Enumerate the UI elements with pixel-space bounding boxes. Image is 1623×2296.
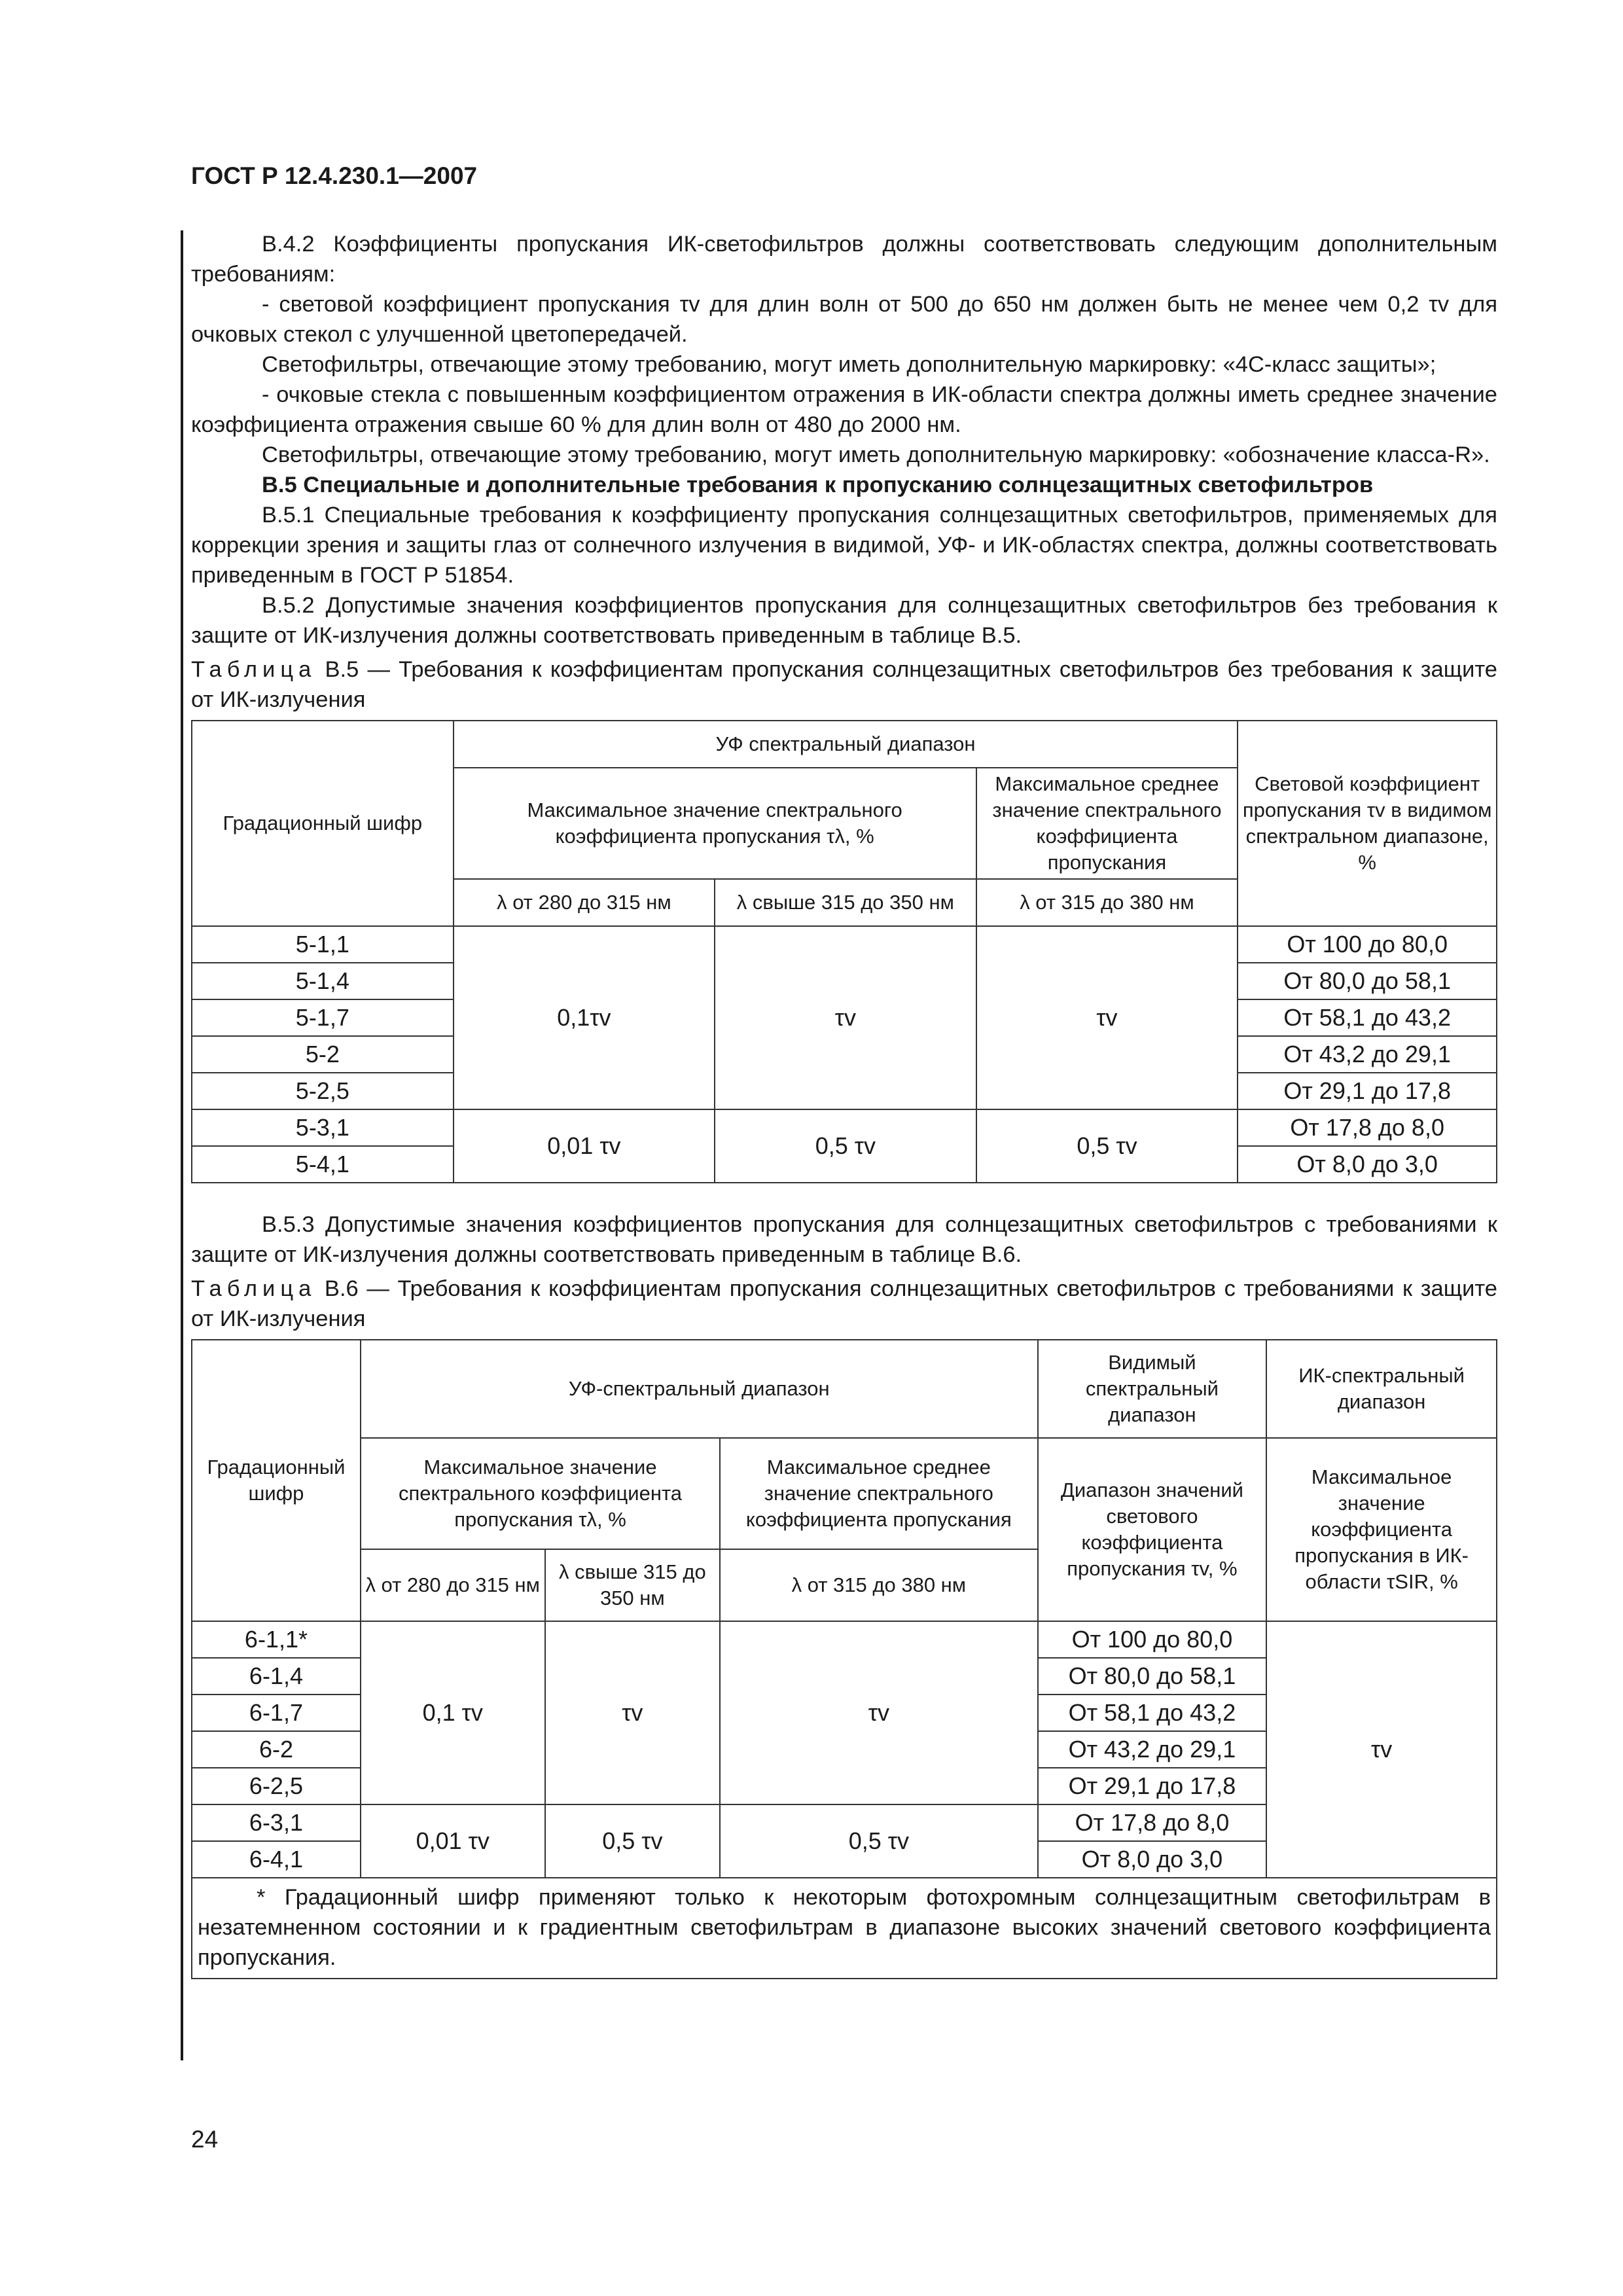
table-b5-code-cell: 5-1,4 bbox=[192, 963, 454, 999]
paragraph-b51: В.5.1 Специальные требования к коэффициенту пропускания солнцезащитных светофильтров, применяемых для коррекции зрения и защиты глаз от солнечного излучения в видимой, УФ- и ИК-областях спектра, должны соответствовать приведенным в ГОСТ Р 51854. bbox=[191, 503, 1497, 588]
table-b5-caption bbox=[191, 655, 1497, 715]
table-b6-group1-uv280: 0,1 τv bbox=[361, 1621, 545, 1804]
table-b6-footnote bbox=[192, 1878, 1497, 1979]
table-b5-range-cell: От 80,0 до 58,1 bbox=[1238, 963, 1497, 999]
paragraph-b42-note1: Светофильтры, отвечающие этому требованию, могут иметь дополнительную маркировку: «4С-класс защиты»; bbox=[262, 352, 1436, 377]
table-b6-code-cell: 6-1,7 bbox=[192, 1695, 361, 1731]
table-row bbox=[192, 1621, 1497, 1658]
table-b6 bbox=[191, 1339, 1497, 1979]
table-b5-code-cell: 5-1,7 bbox=[192, 999, 454, 1036]
table-b5-group2-uv280: 0,01 τv bbox=[454, 1109, 715, 1183]
table-b6-header-uv: УФ-спектральный диапазон bbox=[361, 1340, 1038, 1438]
table-b6-caption-text: В.6 — Требования к коэффициентам пропускания солнцезащитных светофильтров с требованиями к защите от ИК-излучения bbox=[191, 1276, 1497, 1331]
table-row bbox=[192, 926, 1497, 963]
table-b5-header-luminous: Световой коэффициент пропускания τv в видимом спектральном диапазоне, % bbox=[1238, 721, 1497, 926]
table-b5-range-cell: От 8,0 до 3,0 bbox=[1238, 1146, 1497, 1183]
table-b5-code-cell: 5-1,1 bbox=[192, 926, 454, 963]
table-b6-code-cell: 6-3,1 bbox=[192, 1804, 361, 1841]
table-b6-group2-uv280: 0,01 τv bbox=[361, 1804, 545, 1878]
table-b5-code-cell: 5-2,5 bbox=[192, 1073, 454, 1109]
table-b6-code-cell: 6-1,1* bbox=[192, 1621, 361, 1658]
table-b6-header-visible: Видимый спектральный диапазон bbox=[1038, 1340, 1267, 1438]
table-b6-range-cell: От 58,1 до 43,2 bbox=[1038, 1695, 1267, 1731]
table-b5-range-cell: От 58,1 до 43,2 bbox=[1238, 999, 1497, 1036]
table-b6-header-lambda2: λ свыше 315 до 350 нм bbox=[545, 1549, 721, 1621]
table-b5-group1-avg: τv bbox=[976, 926, 1238, 1109]
page-number: 24 bbox=[191, 2126, 219, 2153]
table-b6-header-luminous-range: Диапазон значений светового коэффициента пропускания τv, % bbox=[1038, 1438, 1267, 1621]
table-b5-range-cell: От 43,2 до 29,1 bbox=[1238, 1036, 1497, 1073]
page-title: ГОСТ Р 12.4.230.1—2007 bbox=[191, 162, 478, 189]
table-b6-header-max-average: Максимальное среднее значение спектрального коэффициента пропускания bbox=[720, 1438, 1037, 1549]
paragraph-b53: В.5.3 Допустимые значения коэффициентов пропускания для солнцезащитных светофильтров с требованиями к защите от ИК-излучения должны соответствовать приведенным в таблице В.6. bbox=[191, 1212, 1497, 1267]
table-b5-group1-uv280: 0,1τv bbox=[454, 926, 715, 1109]
table-b5-group2-avg: 0,5 τv bbox=[976, 1109, 1238, 1183]
table-b6-group1-avg: τv bbox=[720, 1621, 1037, 1804]
table-b6-header-row bbox=[192, 1340, 1497, 1438]
table-b5-header-uv: УФ спектральный диапазон bbox=[454, 721, 1238, 768]
table-row bbox=[192, 1109, 1497, 1146]
table-b5-caption-word: Таблица bbox=[191, 657, 317, 682]
table-b6-caption bbox=[191, 1274, 1497, 1334]
table-b5-code-cell: 5-4,1 bbox=[192, 1146, 454, 1183]
section-heading-b5: В.5 Специальные и дополнительные требования к пропусканию солнцезащитных светофильтров bbox=[262, 473, 1374, 497]
table-b6-range-cell: От 43,2 до 29,1 bbox=[1038, 1731, 1267, 1768]
table-b5-group1-uv315: τv bbox=[715, 926, 976, 1109]
paragraph-b42-intro: В.4.2 Коэффициенты пропускания ИК-светофильтров должны соответствовать следующим дополнительным требованиям: bbox=[191, 232, 1497, 287]
paragraph-b42-note2: Светофильтры, отвечающие этому требованию, могут иметь дополнительную маркировку: «обозначение класса-R». bbox=[262, 442, 1490, 467]
table-b6-header-row bbox=[192, 1438, 1497, 1549]
paragraph-b42-item2: - очковые стекла с повышенным коэффициентом отражения в ИК-области спектра должны иметь среднее значение коэффициента отражения свыше 60 % для длин волн от 480 до 2000 нм. bbox=[191, 382, 1497, 437]
table-b5-group2-uv315: 0,5 τv bbox=[715, 1109, 976, 1183]
table-b6-range-cell: От 8,0 до 3,0 bbox=[1038, 1841, 1267, 1878]
table-b5-code-cell: 5-3,1 bbox=[192, 1109, 454, 1146]
table-b6-range-cell: От 80,0 до 58,1 bbox=[1038, 1658, 1267, 1695]
table-b5 bbox=[191, 720, 1497, 1183]
table-b6-caption-word: Таблица bbox=[191, 1276, 317, 1301]
document-body bbox=[191, 229, 1497, 1979]
table-b5-header-max-average: Максимальное среднее значение спектрального коэффициента пропускания bbox=[976, 768, 1238, 879]
table-b6-footnote-text: * Градационный шифр применяют только к некоторым фотохромным солнцезащитным светофильтрам в незатемненном состоянии и к градиентным светофильтрам в диапазоне высоких значений светового коэффициента пропускания. bbox=[198, 1885, 1491, 1970]
table-b6-group2-uv315: 0,5 τv bbox=[545, 1804, 721, 1878]
table-b6-header-lambda1: λ от 280 до 315 нм bbox=[361, 1549, 545, 1621]
table-b5-header-max-spectral: Максимальное значение спектрального коэффициента пропускания τλ, % bbox=[454, 768, 976, 879]
table-b5-range-cell: От 100 до 80,0 bbox=[1238, 926, 1497, 963]
table-b5-code-cell: 5-2 bbox=[192, 1036, 454, 1073]
table-b6-code-cell: 6-4,1 bbox=[192, 1841, 361, 1878]
table-b5-header-lambda3: λ от 315 до 380 нм bbox=[976, 879, 1238, 926]
paragraph-b52: В.5.2 Допустимые значения коэффициентов пропускания для солнцезащитных светофильтров без требования к защите от ИК-излучения должны соответствовать приведенным в таблице В.5. bbox=[191, 593, 1497, 648]
table-b6-footnote-row bbox=[192, 1878, 1497, 1979]
table-b6-range-cell: От 100 до 80,0 bbox=[1038, 1621, 1267, 1658]
table-b5-caption-text: В.5 — Требования к коэффициентам пропускания солнцезащитных светофильтров без требования к защите от ИК-излучения bbox=[191, 657, 1497, 712]
table-b6-group1-uv315: τv bbox=[545, 1621, 721, 1804]
table-b6-range-cell: От 29,1 до 17,8 bbox=[1038, 1768, 1267, 1804]
table-b6-code-cell: 6-2,5 bbox=[192, 1768, 361, 1804]
table-b5-header-lambda1: λ от 280 до 315 нм bbox=[454, 879, 715, 926]
table-b6-header-max-spectral: Максимальное значение спектрального коэффициента пропускания τλ, % bbox=[361, 1438, 720, 1549]
table-b6-code-cell: 6-2 bbox=[192, 1731, 361, 1768]
table-b5-range-cell: От 29,1 до 17,8 bbox=[1238, 1073, 1497, 1109]
table-b6-code-cell: 6-1,4 bbox=[192, 1658, 361, 1695]
table-b5-header-code: Градационный шифр bbox=[192, 721, 454, 926]
table-b5-header-lambda2: λ свыше 315 до 350 нм bbox=[715, 879, 976, 926]
table-b6-header-ir: ИК-спектральный диапазон bbox=[1266, 1340, 1497, 1438]
table-b6-group2-avg: 0,5 τv bbox=[720, 1804, 1037, 1878]
table-b6-range-cell: От 17,8 до 8,0 bbox=[1038, 1804, 1267, 1841]
table-b5-header-row bbox=[192, 721, 1497, 768]
table-b5-range-cell: От 17,8 до 8,0 bbox=[1238, 1109, 1497, 1146]
revision-margin-bar bbox=[181, 230, 183, 2060]
paragraph-b42-item1: - световой коэффициент пропускания τv для длин волн от 500 до 650 нм должен быть не менее чем 0,2 τv для очковых стекол с улучшенной цветопередачей. bbox=[191, 292, 1497, 347]
table-b6-header-code: Градационный шифр bbox=[192, 1340, 361, 1621]
table-b6-ir-value: τv bbox=[1266, 1621, 1497, 1878]
table-b6-header-lambda3: λ от 315 до 380 нм bbox=[720, 1549, 1037, 1621]
table-b6-header-ir-max: Максимальное значение коэффициента пропускания в ИК-области τSIR, % bbox=[1266, 1438, 1497, 1621]
